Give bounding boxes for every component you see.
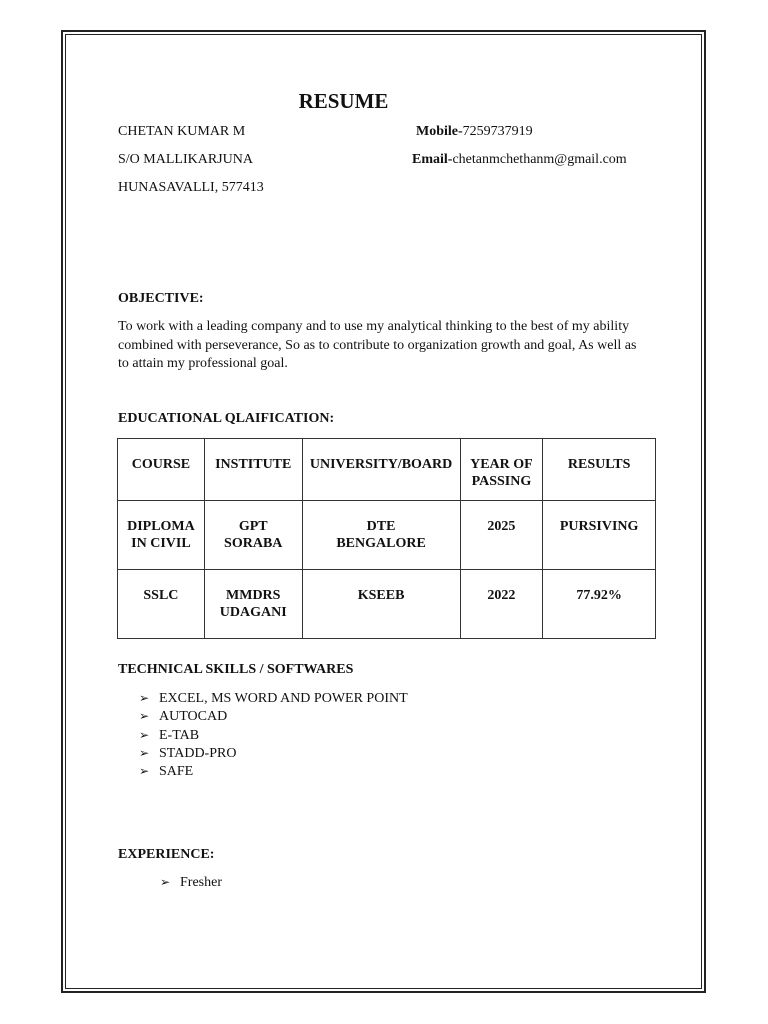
list-item: ➢ SAFE (139, 764, 194, 780)
relation-line: S/O MALLIKARJUNA (118, 152, 253, 167)
experience-list (160, 873, 222, 891)
address-line: HUNASAVALLI, 577413 (118, 180, 264, 195)
email-label: Email- (412, 152, 453, 167)
cell-institute: GPT SORABA (204, 501, 302, 570)
list-item: ➢ E-TAB (139, 727, 200, 743)
mobile-value: 7259737919 (462, 124, 533, 139)
education-heading: EDUCATIONAL QLAIFICATION: (118, 411, 335, 426)
header-year: YEAR OF PASSING (460, 439, 543, 501)
cell-result: PURSIVING (543, 501, 656, 570)
arrow-bullet-icon: ➢ (139, 727, 150, 742)
objective-line: To work with a leading company and to use my analytical thinking to the best of my ability (118, 319, 630, 334)
experience-heading: EXPERIENCE: (118, 847, 215, 862)
cell-result: 77.92% (543, 570, 656, 639)
header-institute: INSTITUTE (204, 439, 302, 501)
resume-title: RESUME (298, 89, 389, 113)
cell-university: KSEEB (302, 570, 460, 639)
cell-year: 2022 (460, 570, 543, 639)
mobile-line (416, 124, 533, 140)
cell-institute: MMDRS UDAGANI (204, 570, 302, 639)
arrow-bullet-icon: ➢ (139, 745, 150, 760)
arrow-bullet-icon: ➢ (139, 764, 150, 779)
header-course: COURSE (118, 439, 205, 501)
arrow-bullet-icon: ➢ (139, 691, 150, 705)
objective-line: combined with perseverance, So as to contribute to organization growth and goal, As well as (118, 337, 637, 353)
table-row (118, 570, 656, 639)
arrow-bullet-icon: ➢ (139, 709, 150, 724)
objective-paragraph (118, 318, 648, 374)
header-university: UNIVERSITY/BOARD (302, 439, 460, 501)
list-item: ➢ AUTOCAD (139, 709, 228, 725)
arrow-bullet-icon: ➢ (160, 875, 171, 889)
table-header-row (118, 439, 656, 501)
cell-course: SSLC (118, 570, 205, 639)
list-item: ➢ Fresher (160, 875, 222, 890)
cell-university: DTE BENGALORE (302, 501, 460, 570)
skills-list (139, 689, 408, 780)
header-results: RESULTS (543, 439, 656, 501)
objective-heading: OBJECTIVE: (118, 291, 204, 306)
cell-year: 2025 (460, 501, 543, 570)
objective-line: to attain my professional goal. (118, 356, 288, 371)
cell-course: DIPLOMA IN CIVIL (118, 501, 205, 570)
skills-heading: TECHNICAL SKILLS / SOFTWARES (118, 662, 354, 677)
email-line (412, 152, 627, 168)
list-item: ➢ EXCEL, MS WORD AND POWER POINT (139, 691, 408, 706)
candidate-name: CHETAN KUMAR M (118, 124, 246, 139)
education-table (117, 438, 656, 639)
table-row (118, 501, 656, 570)
mobile-label: Mobile- (416, 124, 463, 139)
email-value: chetanmchethanm@gmail.com (452, 152, 627, 167)
list-item: ➢ STADD-PRO (139, 745, 237, 761)
